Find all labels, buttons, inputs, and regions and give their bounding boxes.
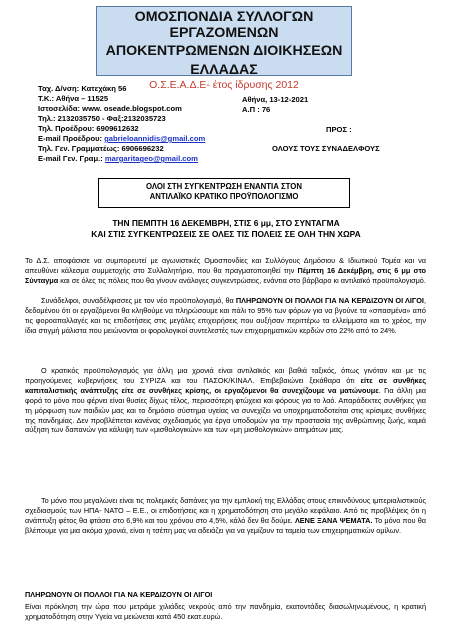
paragraph-4: Το μόνο που μεγαλώνει είναι τις πολεμικές δαπάνες για την εμπλοκή της Ελλάδας στους επικινδύνους ιμπεριαλιστικούς σχεδιασμούς των ΗΠΑ- ΝΑΤΟ – Ε.Ε., οι επιδοτήσεις και η χρηματοδότηση στο μεγάλο κεφάλαιο. Από τις προβλέψεις ότι η ανάπτυξη φέτος θα φτάσει στο 6,9% και του χρόνου στο 4,5%, κάλό δεν θα δούμε. ΛΕΝΕ ΞΑΝΑ ΨΕΜΑΤΑ. Το μόνο που θα βλέπουμε για μια ακόμα χρονιά, είναι η τσέπη μας να αδειάζει για να γεμίζουν τα ταμεία των επιχειρηματικών ομίλων. [25, 496, 426, 535]
date: Αθήνα, 13-12-2021 [242, 95, 309, 104]
website[interactable]: Ιστοσελίδα: www. oseade.blogspot.com [38, 104, 182, 113]
federation-name-line2: ΑΠΟΚΕΝΤΡΩΜΕΝΩΝ ΔΙΟΙΚΗΣΕΩΝ [105, 43, 343, 59]
address: Ταχ. Δ/νση: Κατεχάκη 56 [38, 84, 127, 93]
rally-headline-line1: ΤΗΝ ΠΕΜΠΤΗ 16 ΔΕΚΕΜΒΡΗ, ΣΤΙΣ 6 μμ, ΣΤΟ ΣΥΝΤΑΓΜΑ [112, 218, 340, 228]
secretary-email: E-mail Γεν. Γραμ.: margaritageo@gmail.com [38, 154, 198, 163]
federation-name-line3: ΕΛΛΑΔΑΣ [190, 61, 258, 78]
announcement-title-line1: ΟΛΟΙ ΣΤΗ ΣΥΓΚΕΝΤΡΩΣΗ ΕΝΑΝΤΙΑ ΣΤΟΝ [145, 182, 302, 191]
to-label: ΠΡΟΣ : [326, 125, 352, 134]
federation-subtitle: Ο.Σ.Ε.Α.Δ.Ε- έτος ίδρυσης 2012 [149, 79, 299, 91]
rally-headline-line2: ΚΑΙ ΣΤΙΣ ΣΥΓΚΕΝΤΡΩΣΕΙΣ ΣΕ ΟΛΕΣ ΤΙΣ ΠΟΛΕΙΣ ΣΕ ΟΛΗ ΤΗΝ ΧΩΡΑ [91, 229, 361, 239]
announcement-title-box [98, 178, 350, 208]
announcement-title-line2: ΑΝΤΙΛΑΪΚΟ ΚΡΑΤΙΚΟ ΠΡΟΫΠΟΛΟΓΙΣΜΟ [149, 192, 299, 201]
president-phone: Τηλ. Προέδρου: 6909612632 [38, 124, 139, 133]
secretary-phone: Τηλ. Γεν. Γραμματέως: 6906696232 [38, 144, 164, 153]
paragraph-3: Ο κρατικός προϋπολογισμός για άλλη μια χρονιά είναι αντιλαϊκός και βαθιά ταξικός, όπως γινόταν και με τις προηγούμενες κυβερνήσεις του ΣΥΡΙΖΑ και του ΠΑΣΟΚ/ΚΙΝΑΛ. Επιβεβαιώνει ξεκάθαρα ότι είτε σε συνθήκες καπιταλιστικής ανάπτυξης είτε σε συνθήκες κρίσης, οι εργαζόμενοι θα συνεχίζουμε να ματώνουμε. Για άλλη μια φορά το μόνο που φέρνει είναι θυσίες δίχως τέλος, περισσότερη φτώχεια και φόρους για το λαό. Απαράδεκτες συνθήκες για τη μόρφωση των παιδιών μας και το δημόσιο σύστημα υγείας να συνεχίζει να υποχρηματοδοτείται στις κρίσιμες συνθήκες της πανδημίας. Δεν προβλέπεται κανένας σχεδιασμός για έργα υποδομών για την προστασία της ανθρώπινης ζωής, καμιά αύξηση των δαπανών για κάλυψη των «μισθολογικών» και των «μη μισθολογικών» αιτημάτων μας. [25, 366, 426, 435]
paragraph-5: Είναι πρόκληση την ώρα που μετράμε χιλιάδες νεκρούς από την πανδημία, εκατοντάδες διασωληνωμένους, η κρατική χρηματοδότηση στην Υγεία να μειώνεται κατά 450 εκατ.ευρώ. [25, 602, 426, 621]
section-heading: ΠΛΗΡΩΝΟΥΝ ΟΙ ΠΟΛΛΟΙ ΓΙΑ ΝΑ ΚΕΡΔΙΖΟΥΝ ΟΙ ΛΙΓΟΙ [25, 590, 213, 599]
president-email: E-mail Προέδρου: gabrieloannidis@gmail.com [38, 134, 206, 143]
postal-code: Τ.Κ.: Αθήνα – 11525 [38, 94, 109, 103]
recipients: ΟΛΟΥΣ ΤΟΥΣ ΣΥΝΑΔΕΛΦΟΥΣ [272, 144, 380, 153]
letterhead-banner [96, 6, 352, 91]
secretary-email-link[interactable]: margaritageo@gmail.com [104, 154, 198, 163]
paragraph-2: Συνάδελφοι, συναδέλφισσες με τον νέο προϋπολογισμό, θα ΠΛΗΡΩΝΟΥΝ ΟΙ ΠΟΛΛΟΙ ΓΙΑ ΝΑ ΚΕΡΔΙΖΟΥΝ ΟΙ ΛΙΓΟΙ, δεδομένου ότι οι εργαζόμενοι θα κληθούμε να πληρώσουμε και πάλι το 95% των φόρων για να βγούνε τα «σπασμένα» από τις φοροαπαλλαγές και τις επιδοτήσεις στις μεγάλες επιχειρήσεις που αυξήσαν περιττέρω τα ελλείμματα και το χρέος, την ίδια στιγμή μάλιστα που μειώνονται οι φορολογικοί συντελεστές των επιχειρηματικών κερδών στο 22% από το 24%. [25, 296, 426, 335]
president-email-link[interactable]: gabrieloannidis@gmail.com [104, 134, 206, 143]
paragraph-1: Το Δ.Σ. αποφάσισε να συμπορευτεί με αγωνιστικές Ομοσπονδίες και Συλλόγους Δημόσιου & Ιδιωτικού Τομέα και να απευθύνει κάλεσμα συμμετοχής στο Συλλαλητήριο, που θα πραγματοποιηθεί την Πέμπτη 16 Δεκέμβρη, στις 6 μμ στο Σύνταγμα και σε όλες τις πόλεις που θα γίνουν ανάλογες συγκεντρώσεις, ενάντια στο βάρβαρο κι αντιλαϊκό προϋπολογισμό. [25, 256, 426, 285]
protocol-number: Α.Π : 76 [242, 105, 271, 114]
federation-name-line1: ΟΜΟΣΠΟΝΔΙΑ ΣΥΛΛΟΓΩΝ ΕΡΓΑΖΟΜΕΝΩΝ [134, 9, 314, 41]
rally-headline [24, 218, 428, 240]
phone-fax: Τηλ.: 2132035750 - Φαξ:2132035723 [38, 114, 166, 123]
